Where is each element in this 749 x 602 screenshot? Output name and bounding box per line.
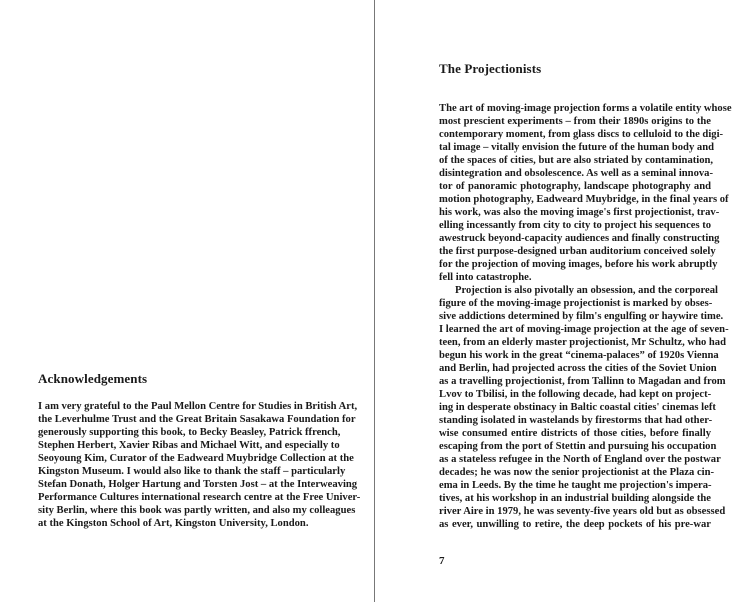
- text-line: tal image – vitally envision the future of the human body and: [439, 142, 714, 153]
- text-line: figure of the moving-image projectionist is marked by obses-: [439, 298, 713, 309]
- text-line: as a stateless refugee in the North of England over the postwar: [439, 454, 721, 465]
- text-line: ema in Leeds. By the time he taught me projection's impera-: [439, 480, 712, 491]
- text-line: river Aire in 1979, he was seventy-five years old but as obsessed: [439, 506, 726, 517]
- text-line: tives, at his workshop in an industrial building alongside the: [439, 493, 711, 504]
- text-line: and Berlin, had projected across the cities of the Soviet Union: [439, 363, 717, 374]
- text-line: Lvov to Tbilisi, in the following decade, had kept on project-: [439, 389, 712, 400]
- text-line: contemporary moment, from glass discs to celluloid to the digi-: [439, 129, 724, 140]
- text-line: Seoyoung Kim, Curator of the Eadweard Muybridge Collection at the: [38, 453, 354, 464]
- acknowledgements-heading: Acknowledgements: [38, 371, 148, 386]
- text-line: decades; he was now the senior projectionist at the Plaza cin-: [439, 467, 715, 478]
- text-line: his work, was also the moving image's first projectionist, trav-: [439, 207, 720, 218]
- page-number: 7: [439, 555, 445, 567]
- text-line: sive addictions determined by film's engulfing or haywire time.: [439, 311, 724, 322]
- text-line: wise consumed entire districts of those cities, before finally: [439, 428, 711, 439]
- text-line: escaping from the port of Stettin and pursuing his occupation: [439, 441, 717, 452]
- text-line: of the spaces of cities, but are also striated by contamination,: [439, 155, 714, 166]
- text-line: begun his work in the great “cinema-palaces” of 1920s Vienna: [439, 350, 719, 361]
- text-line: awestruck beyond-capacity audiences and finally constructing: [439, 233, 720, 244]
- text-line: I am very grateful to the Paul Mellon Centre for Studies in British Art,: [38, 401, 358, 412]
- text-line: I learned the art of moving-image projection at the age of seven-: [439, 324, 729, 335]
- text-line: ing in desperate obstinacy in Baltic coastal cities' cinemas left: [439, 402, 716, 413]
- text-line: for the projection of moving images, before his work abruptly: [439, 259, 718, 270]
- text-line: at the Kingston School of Art, Kingston University, London.: [38, 518, 309, 529]
- text-line: motion photography, Eadweard Muybridge, in the final years of: [439, 194, 729, 205]
- text-line: the Leverhulme Trust and the Great Britain Sasakawa Foundation for: [38, 414, 356, 425]
- text-line: the first purpose-designed urban auditorium conceived solely: [439, 246, 716, 257]
- text-line: as ever, unwilling to retire, the deep pockets of his pre-war: [439, 519, 711, 530]
- text-line: fell into catastrophe.: [439, 272, 532, 283]
- page-gutter-divider: [374, 0, 375, 602]
- chapter-body-text: [439, 102, 732, 531]
- text-line: sity Berlin, where this book was partly written, and also my colleagues: [38, 505, 356, 516]
- text-line: Performance Cultures international research centre at the Free Univer-: [38, 492, 361, 503]
- text-line: Projection is also pivotally an obsession, and the corporeal: [455, 285, 718, 296]
- text-line: most prescient experiments – from their 1890s origins to the: [439, 116, 711, 127]
- text-line: elling incessantly from city to city to project his sequences to: [439, 220, 712, 231]
- acknowledgements-text: [38, 400, 361, 530]
- text-line: standing isolated in wastelands by firestorms that had other-: [439, 415, 713, 426]
- text-line: teen, from an elderly master projectionist, Mr Schultz, who had: [439, 337, 726, 348]
- text-line: as a travelling projectionist, from Tallinn to Magadan and from: [439, 376, 726, 387]
- text-line: The art of moving-image projection forms a volatile entity whose: [439, 103, 732, 114]
- text-line: Kingston Museum. I would also like to thank the staff – particularly: [38, 466, 346, 477]
- text-line: tor of panoramic photography, landscape photography and: [439, 181, 711, 192]
- text-line: generously supporting this book, to Becky Beasley, Patrick ffrench,: [38, 427, 341, 438]
- text-line: Stefan Donath, Holger Hartung and Torsten Jost – at the Interweaving: [38, 479, 358, 490]
- chapter-title: The Projectionists: [439, 61, 542, 76]
- text-line: disintegration and obsolescence. As well as a seminal innova-: [439, 168, 713, 179]
- text-line: Stephen Herbert, Xavier Ribas and Michael Witt, and especially to: [38, 440, 340, 451]
